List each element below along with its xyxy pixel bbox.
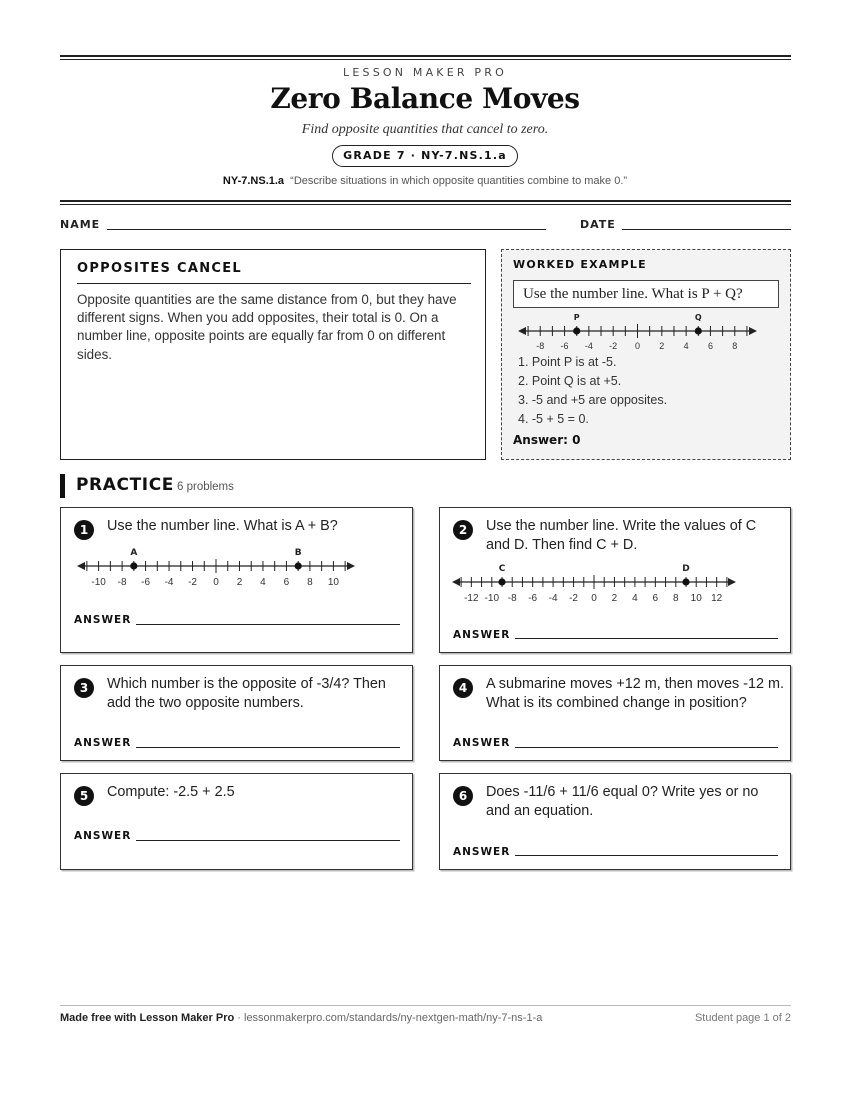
number-line-point-label: B xyxy=(294,548,302,558)
worked-example-box xyxy=(501,249,791,460)
problem-number: 3 xyxy=(74,678,94,698)
number-line-tick-label: 10 xyxy=(690,593,702,604)
right-arrow-icon xyxy=(347,562,355,570)
number-line-tick-label: -4 xyxy=(548,593,558,604)
standard-text: “Describe situations in which opposite quantities combine to make 0.” xyxy=(290,175,628,187)
answer-line[interactable] xyxy=(515,638,778,639)
number-line-tick-label: -10 xyxy=(91,577,106,588)
answer-line[interactable] xyxy=(515,747,778,748)
practice-accent-bar xyxy=(60,474,65,498)
number-line-point xyxy=(573,327,580,334)
footer-credit xyxy=(60,1012,542,1024)
left-arrow-icon xyxy=(452,578,460,586)
standard-code: NY-7.NS.1.a xyxy=(222,175,285,187)
left-arrow-icon xyxy=(77,562,85,570)
problem-card-6 xyxy=(439,773,791,870)
number-line-tick-label: 2 xyxy=(236,577,243,588)
number-line-tick-label: -6 xyxy=(141,577,151,588)
answer-line[interactable] xyxy=(136,840,400,841)
worksheet-title: Zero Balance Moves xyxy=(270,82,580,115)
example-number-line xyxy=(502,250,792,370)
number-line-tick-label: -12 xyxy=(464,593,479,604)
concept-body: Opposite quantities are the same distance from 0, but they have different signs. When you add opposites, their total is 0. On a number line, opposite points are equally far from 0 on different sides. xyxy=(77,292,457,362)
answer-label: ANSWER xyxy=(74,614,132,626)
answer-line[interactable] xyxy=(136,624,400,625)
footer-page-number: Student page 1 of 2 xyxy=(694,1012,791,1024)
number-line-tick-label: -8 xyxy=(507,593,517,604)
number-line-tick-label: 6 xyxy=(283,577,290,588)
left-arrow-icon xyxy=(518,327,526,335)
problem-card-1 xyxy=(60,507,413,653)
example-step: 2. Point Q is at +5. xyxy=(518,374,622,388)
example-question: Use the number line. What is P + Q? xyxy=(513,280,779,308)
problem-number: 5 xyxy=(74,786,94,806)
problem-card-4 xyxy=(439,665,791,761)
problem-text: Does -11/6 + 11/6 equal 0? Write yes or no and an equation. xyxy=(486,784,759,819)
number-line-tick-label: -8 xyxy=(536,341,545,351)
answer-label: ANSWER xyxy=(453,846,511,858)
practice-count: 6 problems xyxy=(177,481,234,493)
problem-card-3 xyxy=(60,665,413,761)
example-step: 3. -5 and +5 are opposites. xyxy=(518,393,668,407)
number-line-tick-label: 2 xyxy=(611,593,618,604)
number-line-tick-label: 10 xyxy=(327,577,339,588)
answer-label: ANSWER xyxy=(74,737,132,749)
example-step: 4. -5 + 5 = 0. xyxy=(518,412,589,426)
number-line-point xyxy=(498,578,505,585)
number-line-tick-label: 4 xyxy=(632,593,638,604)
concept-title: OPPOSITES CANCEL xyxy=(77,261,242,276)
answer-label: ANSWER xyxy=(453,629,511,641)
top-double-rule xyxy=(60,55,791,60)
concept-title-rule xyxy=(77,283,471,284)
number-line-tick-label: 8 xyxy=(732,341,738,351)
right-arrow-icon xyxy=(728,578,736,586)
brand-name: LESSON MAKER PRO xyxy=(343,66,507,79)
example-answer: Answer: 0 xyxy=(513,433,581,447)
problem-2-number-line xyxy=(440,508,792,618)
answer-label: ANSWER xyxy=(453,737,511,749)
problem-card-2 xyxy=(439,507,791,653)
number-line-tick-label: -8 xyxy=(117,577,127,588)
number-line-point-label: Q xyxy=(694,313,702,322)
number-line-point xyxy=(130,562,137,569)
practice-title: PRACTICE xyxy=(76,475,174,495)
number-line-point-label: P xyxy=(573,313,580,322)
answer-label: ANSWER xyxy=(74,830,132,842)
number-line-tick-label: -4 xyxy=(584,341,593,351)
number-line-tick-label: 4 xyxy=(260,577,266,588)
problem-text: Use the number line. What is A + B? xyxy=(107,518,338,534)
problem-number: 6 xyxy=(453,786,473,806)
number-line-tick-label: -2 xyxy=(188,577,197,588)
number-line-point-label: D xyxy=(682,564,690,574)
number-line-point xyxy=(682,578,689,585)
answer-line[interactable] xyxy=(515,855,778,856)
number-line-tick-label: 0 xyxy=(213,577,219,588)
number-line-point-label: C xyxy=(498,564,506,574)
number-line-tick-label: 6 xyxy=(652,593,659,604)
number-line-tick-label: 12 xyxy=(711,593,723,604)
footer-made-with[interactable]: Made free with Lesson Maker Pro xyxy=(60,1012,235,1024)
problem-text: Use the number line. Write the values of C and D. Then find C + D. xyxy=(486,518,757,553)
right-arrow-icon xyxy=(749,327,757,335)
number-line-tick-label: -10 xyxy=(484,593,500,604)
number-line-tick-label: 0 xyxy=(634,341,641,351)
problem-text: Compute: -2.5 + 2.5 xyxy=(107,784,235,800)
answer-line[interactable] xyxy=(136,747,400,748)
date-field[interactable] xyxy=(622,229,791,230)
number-line-point-label: A xyxy=(130,548,138,558)
number-line-tick-label: 4 xyxy=(683,341,689,351)
number-line-tick-label: 2 xyxy=(659,341,665,351)
problem-number: 4 xyxy=(453,678,473,698)
date-label: DATE xyxy=(580,218,616,231)
problem-text: Which number is the opposite of -3/4? Then add the two opposite numbers. xyxy=(107,676,386,711)
example-steps xyxy=(518,353,667,429)
number-line-tick-label: -4 xyxy=(164,577,174,588)
footer-url[interactable]: · lessonmakerpro.com/standards/ny-nextgen-math/ny-7-ns-1-a xyxy=(234,1012,543,1024)
grade-badge: GRADE 7 · NY-7.NS.1.a xyxy=(332,145,518,167)
number-line-tick-label: -2 xyxy=(609,341,618,351)
problem-card-5 xyxy=(60,773,413,870)
number-line-tick-label: 8 xyxy=(672,593,679,604)
number-line-point xyxy=(695,327,702,334)
header-bottom-rule xyxy=(60,200,791,205)
number-line-tick-label: 8 xyxy=(307,577,313,588)
number-line-point xyxy=(295,562,302,569)
example-step: 1. Point P is at -5. xyxy=(518,355,617,369)
number-line-tick-label: -6 xyxy=(560,341,569,351)
name-label: NAME xyxy=(60,218,101,231)
problem-text: A submarine moves +12 m, then moves -12 m. What is its combined change in position? xyxy=(486,676,784,711)
problem-1-number-line xyxy=(61,508,414,608)
standard-line xyxy=(0,175,850,187)
example-title: WORKED EXAMPLE xyxy=(513,258,647,271)
number-line-tick-label: -2 xyxy=(569,593,579,604)
problem-number: 2 xyxy=(453,520,473,540)
worksheet-subtitle: Find opposite quantities that cancel to zero. xyxy=(301,122,549,137)
name-field[interactable] xyxy=(107,229,546,230)
number-line-tick-label: -6 xyxy=(528,593,538,604)
number-line-tick-label: 6 xyxy=(707,341,713,351)
concept-box xyxy=(60,249,486,460)
footer-rule xyxy=(60,1005,791,1006)
number-line-tick-label: 0 xyxy=(591,593,597,604)
problem-number: 1 xyxy=(74,520,94,540)
